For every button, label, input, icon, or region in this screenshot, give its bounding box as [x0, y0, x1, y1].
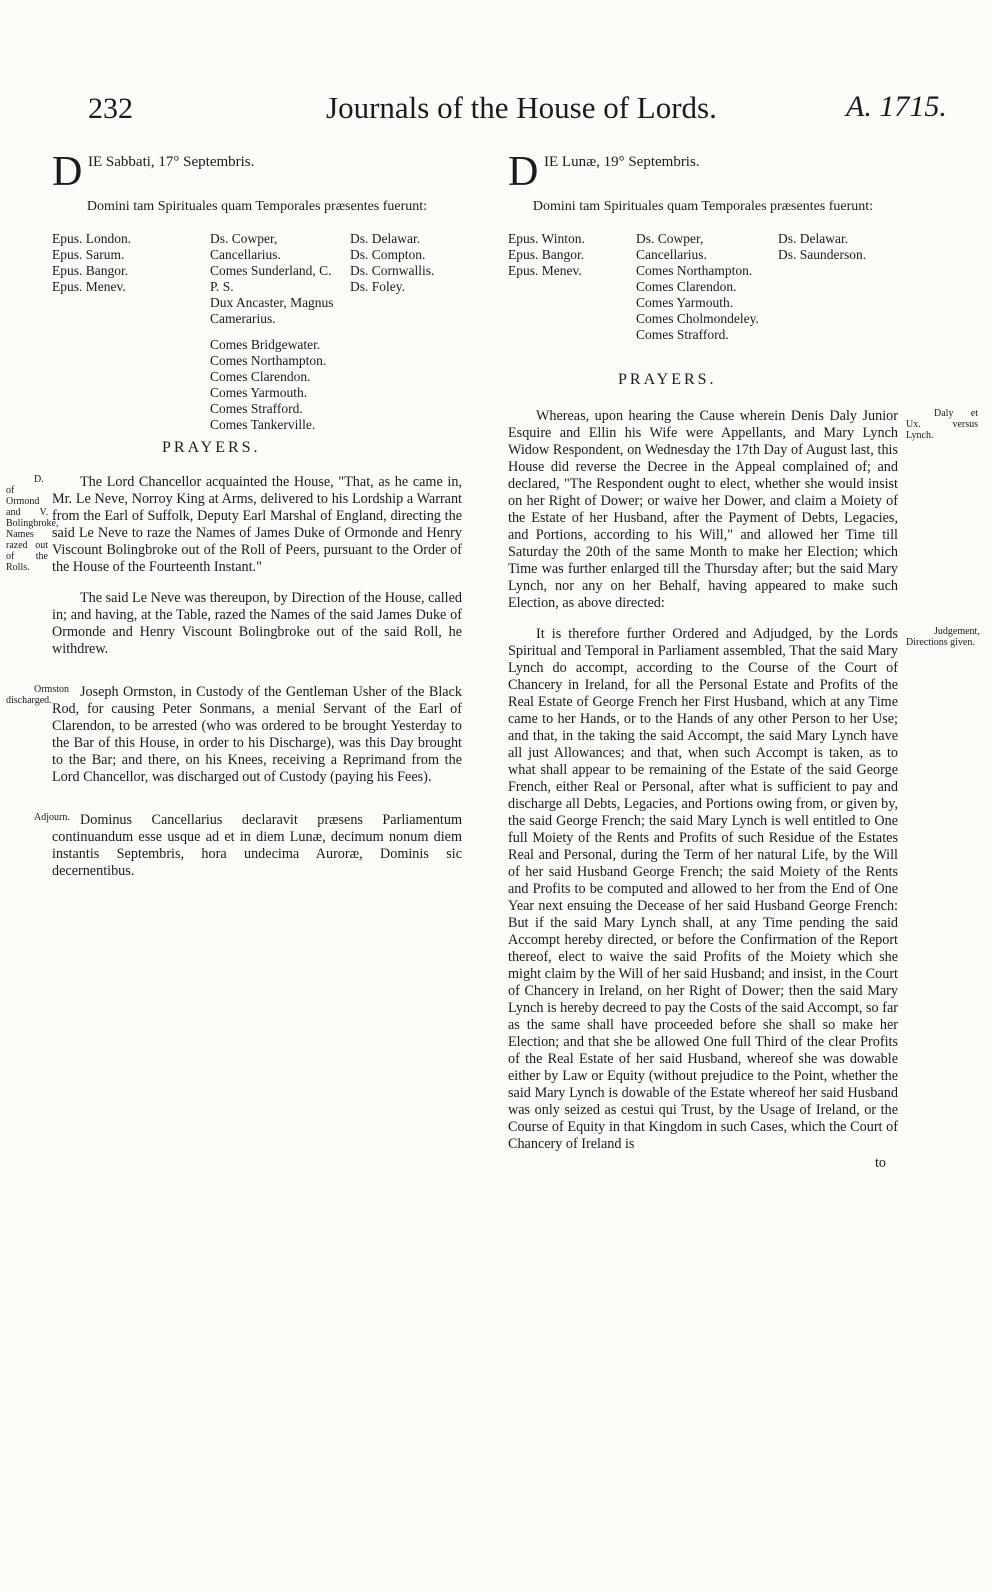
list-item: Ds. Compton. — [350, 247, 426, 262]
list-item: Epus. Bangor. — [52, 263, 129, 278]
date-text: IE Lunæ, 19° Septembris. — [544, 154, 700, 170]
prayers-heading: PRAYERS. — [618, 371, 717, 388]
list-item: Ds. Cowper, Cancellarius. — [210, 231, 281, 262]
drop-cap: D — [52, 149, 83, 195]
entry-text: The Lord Chancellor acquainted the House, "That, as he came in, Mr. Le Neve, Norroy King at Arms, delivered to his Lordship a Warrant from the Earl of Suffolk, Deputy Earl Marshal of England, directing the said Le Neve to raze the Names of James Duke of Ormonde and Henry Viscount Bolingbroke out of the Roll of Peers, pursuant to the Order of the House of the Fourteenth Instant." — [52, 474, 462, 575]
margin-note: Adjourn. — [34, 812, 70, 823]
list-item: Epus. London. — [52, 231, 132, 246]
list-item: Dux Ancaster, Magnus Camerarius. — [210, 295, 334, 326]
drop-cap: D — [508, 149, 539, 195]
list-item: Comes Yarmouth. — [636, 295, 734, 310]
list-item: Epus. Winton. — [508, 231, 585, 246]
bishops-list — [52, 231, 131, 295]
list-item: Comes Tankerville. — [210, 417, 316, 432]
margin-note: Daly et Ux. versus Lynch. — [906, 408, 978, 441]
presentes-line: Domini tam Spirituales quam Temporales præsentes fuerunt: — [532, 199, 874, 214]
list-item: Comes Strafford. — [210, 401, 303, 416]
list-item: Ds. Saunderson. — [778, 247, 867, 262]
entry-paragraph — [6, 684, 462, 786]
entry-text: It is therefore further Ordered and Adjudged, by the Lords Spiritual and Temporal in Parliament assembled, That the said Mary Lynch do accompt, according to the Course of the Court of Chancery in Ireland, for all the Personal Estate and Profits of the Real Estate of George French her First Husband, which at any Time came to her Hands, or to the Hands of any other Person to her Use; and that, in the taking the said Accompt, the said Mary Lynch have all just Allowances; and that, when such Accompt is taken, as to what shall appear to be remaining of the Estate of the said George French, either Real or Personal, after what is sufficient to pay and discharge all Debts, Legacies, and Portions owing from, or given by, the said George French; the said Mary Lynch is well entitled to One full Moiety of the Rents and Profits of such Residue of the Estates Real and Personal, during the Term of her natural Life, by the Will of her said Husband George French; the said Moiety of the Rents and Profits to be computed and allowed to her from the End of One Year next ensuing the Decease of her said Husband George French: But if the said Mary Lynch shall, at any Time pending the said Accompt hereby directed, or before the Confirmation of the Report thereof, elect to waive the said Profits of the Moiety which she might claim by the Will of her said Husband; and insist, in the Court of Chancery in Ireland, on her Right of Dower; then the said Mary Lynch is hereby decreed to pay the Costs of the said Accompt, so far as the same shall have proceeded before she shall so make her Election; and that she be allowed One full Third of the clear Profits of the Real Estate of her said Husband, whereof she was dowable either by Law or Equity (without prejudice to the Point, whether the said Mary Lynch is dowable of the Estate whereof her said Husband was only seized as cestui qui Trust, by the Usage of Ireland, or the Course of Equity in that Kingdom in such Cases, which the Court of Chancery of Ireland is — [508, 626, 898, 1152]
entry-text: The said Le Neve was thereupon, by Direction of the House, called in; and having, at the Table, razed the Names of the said James Duke of Ormonde and Henry Viscount Bolingbroke out of the said Roll, he withdrew. — [52, 590, 462, 657]
list-item: Ds. Delawar. — [778, 231, 849, 246]
entry-text: Joseph Ormston, in Custody of the Gentleman Usher of the Black Rod, for causing Peter Sonmans, a menial Servant of the Earl of Clarendon, to be arrested (who was ordered to be brought Yesterday to the Bar of this House, in order to his Discharge), was this Day brought to the Bar; and there, on his Knees, receiving a Reprimand from the Lord Chancellor, was discharged out of Custody (paying his Fees). — [52, 684, 462, 785]
list-item: Comes Northampton. — [210, 353, 327, 368]
bishops-list — [508, 231, 585, 279]
entry-paragraph — [508, 626, 980, 1153]
entry-paragraph — [508, 408, 978, 612]
date-text: IE Sabbati, 17° Septembris. — [88, 154, 255, 170]
catchword: to — [874, 1155, 886, 1171]
prayers-heading: PRAYERS. — [162, 439, 261, 456]
sitting-date — [508, 149, 898, 195]
barons-list — [778, 231, 866, 263]
margin-note: Judgement, Directions given. — [906, 626, 980, 648]
journal-title: Journals of the House of Lords. — [326, 90, 717, 125]
list-item: Comes Yarmouth. — [210, 385, 308, 400]
presentes-line: Domini tam Spirituales quam Temporales præsentes fuerunt: — [86, 199, 428, 214]
list-item: Epus. Bangor. — [508, 247, 585, 262]
journal-year: A. 1715. — [846, 90, 947, 123]
attendance-roster — [52, 231, 462, 432]
barons-list — [350, 231, 434, 295]
list-item: Comes Clarendon. — [636, 279, 737, 294]
list-item: Epus. Menev. — [52, 279, 126, 294]
list-item: Comes Bridgewater. — [210, 337, 321, 352]
entry-text: Whereas, upon hearing the Cause wherein Denis Daly Junior Esquire and Ellin his Wife were Appellants, and Mary Lynch Widow Respondent, on Wednesday the 17th Day of August last, this House did reverse the Decree in the Appeal complained of; and declared, "The Respondent ought to elect, whether she would insist on her Right of Dower; or waive her Dower, and claim a Moiety of the Estate of her Husband, after the Payment of Debts, Legacies, and Portions, according to his Will," and allowed her Time till Saturday the 20th of the same Month to make her Election; which Time was further enlarged till the Thursday after; but the said Mary Lynch, nor any on her Behalf, having appeared to make such Election, as above directed: — [508, 408, 898, 611]
list-item: Comes Cholmondeley. — [636, 311, 759, 326]
list-item: Epus. Menev. — [508, 263, 582, 278]
list-item: Comes Sunderland, C. P. S. — [210, 263, 332, 294]
list-item: Comes Clarendon. — [210, 369, 311, 384]
officers-list — [210, 231, 342, 433]
attendance-roster — [508, 231, 898, 345]
left-column — [6, 149, 462, 894]
margin-note: Ormston discharged. — [6, 684, 69, 706]
list-item: Epus. Sarum. — [52, 247, 125, 262]
list-item: Comes Strafford. — [636, 327, 729, 342]
list-item: Ds. Foley. — [350, 279, 406, 294]
sitting-date — [52, 149, 462, 195]
page-number: 232 — [88, 92, 133, 125]
page-header — [86, 86, 986, 134]
officers-list — [636, 231, 766, 343]
list-item: Ds. Cowper, Cancellarius. — [636, 231, 707, 262]
list-item: Ds. Delawar. — [350, 231, 421, 246]
list-item: Comes Northampton. — [636, 263, 753, 278]
entry-paragraph — [52, 590, 462, 658]
entry-paragraph — [34, 812, 462, 880]
entry-text: Dominus Cancellarius declaravit præsens Parliamentum continuandum esse usque ad et in diem Lunæ, decimum nonum diem instantis Septembris, hora undecima Auroræ, Dominis sic decernentibus. — [52, 812, 462, 879]
margin-note: D. of Ormond and V. Bolingbroke, Names razed out of the Rolls. — [6, 474, 59, 573]
right-column — [508, 149, 980, 1172]
list-item: Ds. Cornwallis. — [350, 263, 435, 278]
entry-paragraph — [6, 474, 462, 576]
